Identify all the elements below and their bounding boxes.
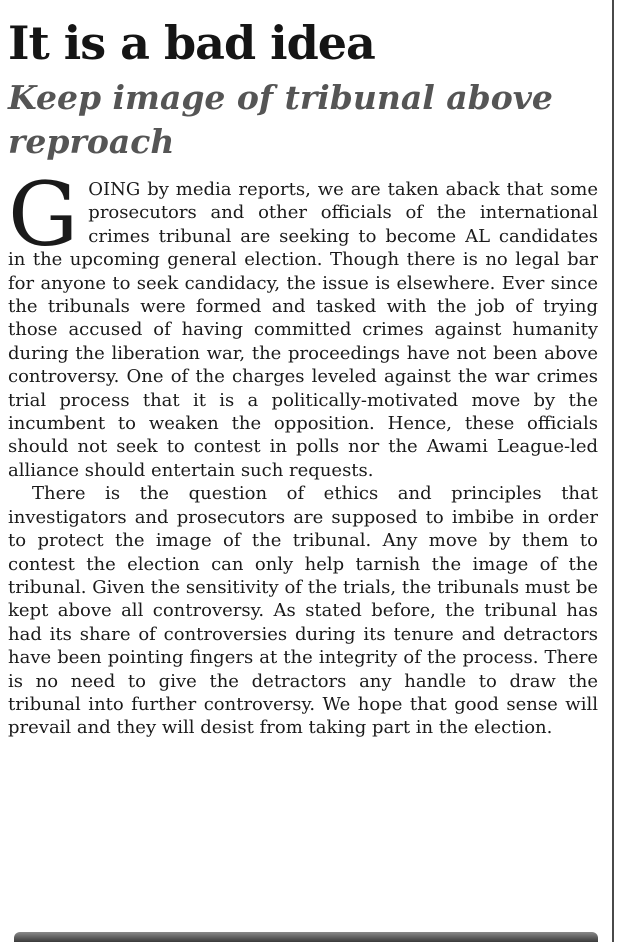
paragraph-1-text: OING by media reports, we are taken aback that some prosecutors and other officials of the international crimes tribunal are seeking to become AL candidates in the upcoming general election. Though there is no legal bar for anyone to seek candidacy, the issue is elsewhere. Ever since the tribunals were formed and tasked with the job of trying those accused of having committed crimes against humanity during the liberation war, the proceedings have not been above controversy. One of the charges leveled against the war crimes trial process that it is a politically-motivated move by the incumbent to weaken the opposition. Hence, these officials should not seek to contest in polls nor the Awami League-led alliance should entertain such requests.: [8, 179, 598, 481]
paragraph-1: [8, 163, 598, 482]
headline: It is a bad idea: [8, 16, 375, 70]
paragraph-2-text: There is the question of ethics and principles that investigators and prosecutors are supposed to imbibe in order to protect the image of the tribunal. Any move by them to contest the election can only help tarnish the image of the tribunal. Given the sensitivity of the trials, the tribunals must be kept above all controversy. As stated before, the tribunal has had its share of controversies during its tenure and detractors have been pointing fingers at the integrity of the process. There is no need to give the detractors any handle to draw the tribunal into further controversy. We hope that good sense will prevail and they will desist from taking part in the election.: [8, 483, 598, 739]
column-rule: [612, 0, 614, 942]
article-body: [8, 163, 598, 740]
drop-cap: G: [8, 163, 79, 266]
editorial-article: [8, 12, 598, 740]
paragraph-2: [8, 482, 598, 739]
bottom-divider-bar: [14, 932, 598, 942]
subheadline: Keep image of tribunal above reproach: [8, 78, 553, 161]
